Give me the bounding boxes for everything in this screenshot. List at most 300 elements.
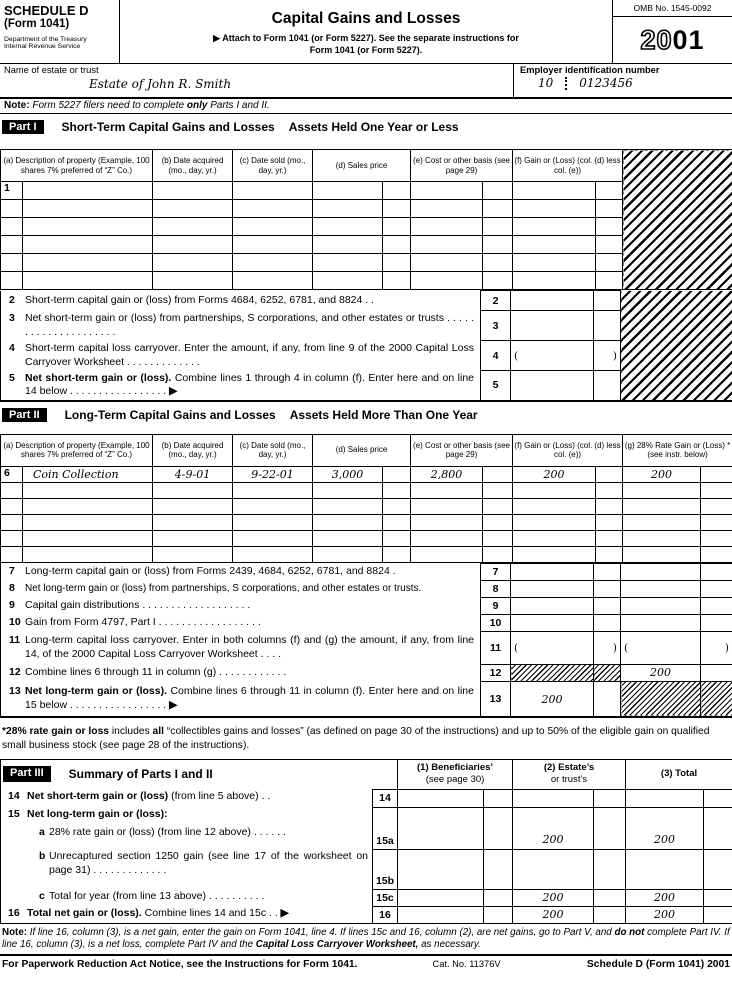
- row-number: [1, 236, 23, 254]
- part2-title-a: Long-Term Capital Gains and Losses: [64, 407, 276, 422]
- line-10-label: Gain from Form 4797, Part I . . . . . . . . . . . . . . . . . .: [25, 615, 261, 628]
- cost-basis-cell[interactable]: [411, 482, 483, 498]
- line-2-cents-cell[interactable]: [594, 291, 621, 311]
- line-10: [1, 614, 732, 631]
- cents-cell[interactable]: [483, 482, 513, 498]
- rate-gain-footnote: [0, 718, 732, 758]
- cost-basis-cell[interactable]: [411, 272, 483, 290]
- part3-heading: [1, 766, 397, 782]
- line-9-f-cents[interactable]: [594, 597, 621, 614]
- sales-price-cell[interactable]: [313, 272, 383, 290]
- date-acquired-cell[interactable]: [153, 254, 233, 272]
- line-10-g-cents[interactable]: [701, 614, 732, 631]
- date-sold-cell[interactable]: 9-22-01: [233, 466, 313, 482]
- cents-cell[interactable]: [701, 482, 732, 498]
- line-11-g-cents[interactable]: ): [701, 631, 732, 664]
- cents-cell[interactable]: [596, 530, 623, 546]
- line-15c-beneficiaries-cell[interactable]: [398, 889, 484, 906]
- line-15a-beneficiaries-cell[interactable]: [398, 807, 484, 849]
- row-number: [1, 200, 23, 218]
- line-12-g-cents[interactable]: [701, 664, 732, 681]
- form-title-block: [120, 0, 612, 63]
- col-g-header: (g) 28% Rate Gain or (Loss) *(see instr. below): [623, 434, 732, 466]
- dots: . .: [258, 790, 271, 803]
- cost-basis-cell[interactable]: [411, 530, 483, 546]
- line-7-f-cents[interactable]: [594, 563, 621, 580]
- note-post: Parts I and II.: [207, 100, 270, 111]
- date-acquired-cell[interactable]: [153, 530, 233, 546]
- note-bold: only: [186, 100, 208, 111]
- hatched-cell: [701, 681, 732, 717]
- date-sold-cell[interactable]: [233, 200, 313, 218]
- sales-price-cell[interactable]: [313, 182, 383, 200]
- cost-basis-cell[interactable]: [411, 200, 483, 218]
- cents-cell[interactable]: [383, 546, 411, 562]
- gain-loss-cell[interactable]: [513, 254, 596, 272]
- cents-cell[interactable]: [594, 906, 626, 923]
- date-acquired-cell[interactable]: [153, 498, 233, 514]
- cents-cell[interactable]: [701, 530, 732, 546]
- page-title: Capital Gains and Losses: [271, 10, 461, 27]
- line-4-box-number: 4: [481, 341, 511, 371]
- line-15-label: Net long-term gain or (loss):: [27, 808, 168, 821]
- date-acquired-cell[interactable]: [153, 546, 233, 562]
- ein-label: Employer identification number: [520, 65, 660, 75]
- row-number: [1, 218, 23, 236]
- date-acquired-cell[interactable]: [153, 218, 233, 236]
- cents-cell[interactable]: [596, 272, 623, 290]
- omb-year-block: [612, 0, 732, 63]
- line-15b-beneficiaries-cell[interactable]: [398, 849, 484, 889]
- attach-line-2: Form 1041 (or Form 5227).: [309, 44, 423, 55]
- cents-cell[interactable]: [594, 807, 626, 849]
- line-4-amount-cell[interactable]: (: [511, 341, 594, 371]
- date-sold-cell[interactable]: [233, 272, 313, 290]
- line-15c-estate-cell[interactable]: 200: [513, 889, 594, 906]
- description-cell[interactable]: [23, 254, 153, 272]
- description-cell[interactable]: [23, 182, 153, 200]
- line-5-cents-cell[interactable]: [594, 371, 621, 401]
- cents-cell[interactable]: [483, 498, 513, 514]
- cost-basis-cell[interactable]: [411, 182, 483, 200]
- line-number: 11: [9, 634, 21, 647]
- grid-row: [1, 530, 732, 546]
- line-15c-total-cell[interactable]: 200: [626, 889, 704, 906]
- line-14-box-number: 14: [373, 789, 398, 807]
- date-acquired-cell[interactable]: [153, 482, 233, 498]
- line-15b-box-number: 15b: [373, 849, 398, 889]
- cents-cell[interactable]: [483, 546, 513, 562]
- description-cell[interactable]: [23, 498, 153, 514]
- line-5-box-number: 5: [481, 371, 511, 401]
- cents-cell[interactable]: [483, 218, 513, 236]
- rate-gain-cell[interactable]: [623, 514, 701, 530]
- line-15a-total-cell[interactable]: 200: [626, 807, 704, 849]
- date-acquired-cell[interactable]: 4-9-01: [153, 466, 233, 482]
- line-8-g-cents[interactable]: [701, 580, 732, 597]
- gain-loss-cell[interactable]: [513, 546, 596, 562]
- bottom-note-t3: as necessary.: [418, 939, 481, 951]
- dots: . .: [266, 907, 278, 920]
- description-cell[interactable]: Coin Collection: [23, 466, 153, 482]
- form-footer: [0, 954, 732, 972]
- line-4-cents-cell[interactable]: ): [594, 341, 621, 371]
- line-7-g-cell[interactable]: [621, 563, 701, 580]
- line-7-f-cell[interactable]: [511, 563, 594, 580]
- line-16-text: Combine lines 14 and 15c: [141, 907, 267, 920]
- description-cell[interactable]: [23, 236, 153, 254]
- cents-cell[interactable]: [483, 236, 513, 254]
- line-3-box-number: 3: [481, 311, 511, 341]
- date-acquired-cell[interactable]: [153, 272, 233, 290]
- cents-cell[interactable]: [383, 236, 411, 254]
- line-14-estate-cell[interactable]: [513, 789, 594, 807]
- date-sold-cell[interactable]: [233, 482, 313, 498]
- row-number: [1, 272, 23, 290]
- gain-loss-cell[interactable]: [513, 530, 596, 546]
- description-cell[interactable]: [23, 530, 153, 546]
- row-number: [1, 254, 23, 272]
- gain-loss-cell[interactable]: [513, 498, 596, 514]
- gain-loss-cell[interactable]: [513, 182, 596, 200]
- line-13-f-cents[interactable]: [594, 681, 621, 717]
- line-2-label: Short-term capital gain or (loss) from Forms 4684, 6252, 6781, and 8824 . .: [25, 293, 375, 306]
- cents-cell[interactable]: [383, 272, 411, 290]
- sales-price-cell[interactable]: [313, 546, 383, 562]
- line-14: [1, 789, 732, 807]
- date-sold-cell[interactable]: [233, 530, 313, 546]
- col-d-header: (d) Sales price: [313, 150, 411, 182]
- footnote-bold-1: *28% rate gain or loss: [2, 726, 110, 738]
- line-8: [1, 580, 732, 597]
- row-number: [1, 514, 23, 530]
- cost-basis-cell[interactable]: [411, 254, 483, 272]
- grid-row: [1, 272, 732, 290]
- part2-lines-table: [0, 563, 732, 719]
- description-cell[interactable]: [23, 272, 153, 290]
- cents-cell[interactable]: [596, 200, 623, 218]
- line-number: 2: [9, 293, 15, 306]
- cents-cell[interactable]: [701, 514, 732, 530]
- line-8-f-cents[interactable]: [594, 580, 621, 597]
- line-5-label: [25, 372, 474, 399]
- cents-cell[interactable]: [483, 530, 513, 546]
- name-field[interactable]: Estate of John R. Smith: [89, 77, 232, 91]
- col1-line1: (1) Beneficiaries’: [417, 762, 494, 774]
- bottom-note-label: Note:: [2, 926, 28, 938]
- line-7-box-number: 7: [481, 563, 511, 580]
- cents-cell[interactable]: [483, 254, 513, 272]
- cents-cell[interactable]: [701, 498, 732, 514]
- description-cell[interactable]: [23, 546, 153, 562]
- line-number: 12: [9, 665, 21, 678]
- description-cell[interactable]: [23, 482, 153, 498]
- grid-row: [1, 254, 732, 272]
- gain-loss-cell[interactable]: [513, 236, 596, 254]
- col-f-header: (f) Gain or (Loss) (col. (d) less col. (e)): [513, 150, 623, 182]
- sales-price-cell[interactable]: [313, 530, 383, 546]
- grid-row: [1, 514, 732, 530]
- line-9-g-cell[interactable]: [621, 597, 701, 614]
- cost-basis-cell[interactable]: [411, 546, 483, 562]
- cents-cell[interactable]: [701, 466, 732, 482]
- line-number: 4: [9, 341, 15, 354]
- line-15a-estate-cell[interactable]: 200: [513, 807, 594, 849]
- name-label: Name of estate or trust: [4, 65, 99, 75]
- sales-price-cell[interactable]: [313, 236, 383, 254]
- row-number: 1: [1, 182, 23, 200]
- line-2-amount-cell[interactable]: [511, 291, 594, 311]
- hatched-cell: [621, 681, 701, 717]
- line-16-box-number: 16: [373, 906, 398, 923]
- hatched-area: [621, 291, 732, 401]
- ein-separator: [565, 77, 567, 90]
- line-15c: [1, 889, 732, 906]
- line-10-f-cents[interactable]: [594, 614, 621, 631]
- line-10-box-number: 10: [481, 614, 511, 631]
- cents-cell[interactable]: [704, 849, 732, 889]
- hatched-area: [623, 150, 732, 290]
- cents-cell[interactable]: [484, 807, 513, 849]
- footnote-mid: includes: [109, 726, 153, 738]
- line-3-cents-cell[interactable]: [594, 311, 621, 341]
- line-7-g-cents[interactable]: [701, 563, 732, 580]
- date-sold-cell[interactable]: [233, 218, 313, 236]
- line-2-box-number: 2: [481, 291, 511, 311]
- line-9-g-cents[interactable]: [701, 597, 732, 614]
- line-letter: c: [39, 890, 45, 903]
- catalog-number: Cat. No. 11376V: [432, 959, 501, 970]
- ein-prefix[interactable]: 10: [538, 76, 554, 90]
- line-8-label: Net long-term gain or (loss) from partnerships, S corporations, and other estates or trusts.: [25, 583, 422, 595]
- line-number: 8: [9, 582, 15, 595]
- gain-loss-cell[interactable]: [513, 482, 596, 498]
- sales-price-cell[interactable]: [313, 254, 383, 272]
- line-5-amount-cell[interactable]: [511, 371, 594, 401]
- line-11-f-cents[interactable]: ): [594, 631, 621, 664]
- cents-cell[interactable]: [484, 906, 513, 923]
- sales-price-cell[interactable]: [313, 498, 383, 514]
- cents-cell[interactable]: [484, 849, 513, 889]
- cents-cell[interactable]: [383, 218, 411, 236]
- cents-cell[interactable]: [484, 789, 513, 807]
- cents-cell[interactable]: [594, 889, 626, 906]
- description-cell[interactable]: [23, 218, 153, 236]
- col2-line1: (2) Estate’s: [543, 762, 595, 774]
- line-7: [1, 563, 732, 580]
- cost-basis-cell[interactable]: [411, 514, 483, 530]
- date-acquired-cell[interactable]: [153, 200, 233, 218]
- gain-loss-cell[interactable]: 200: [513, 466, 596, 482]
- tax-year-outline: 20: [640, 24, 673, 55]
- line-3-label: Net short-term gain or (loss) from partnerships, S corporations, and other estates or trusts . . . . . . . . . . . . . . . . . . . . .: [25, 311, 474, 338]
- cents-cell[interactable]: [383, 254, 411, 272]
- line-16-total-cell[interactable]: 200: [626, 906, 704, 923]
- part3-badge: Part III: [3, 766, 51, 782]
- line-11-f-cell[interactable]: (: [511, 631, 594, 664]
- cents-cell[interactable]: [383, 498, 411, 514]
- gain-loss-cell[interactable]: [513, 200, 596, 218]
- cents-cell[interactable]: [596, 482, 623, 498]
- date-acquired-cell[interactable]: [153, 236, 233, 254]
- cents-cell[interactable]: [704, 889, 732, 906]
- line-8-f-cell[interactable]: [511, 580, 594, 597]
- dept-line-2: Internal Revenue Service: [4, 43, 81, 50]
- sales-price-cell[interactable]: 3,000: [313, 466, 383, 482]
- line-number: 13: [9, 685, 21, 698]
- line-14-total-cell[interactable]: [626, 789, 704, 807]
- date-sold-cell[interactable]: [233, 182, 313, 200]
- col-e-header: (e) Cost or other basis (see page 29): [411, 434, 513, 466]
- part1-lines-table: [0, 290, 732, 402]
- part1-badge: Part I: [2, 120, 44, 134]
- cents-cell[interactable]: [483, 272, 513, 290]
- col-d-header: (d) Sales price: [313, 434, 411, 466]
- rate-gain-cell[interactable]: [623, 498, 701, 514]
- hatched-cell: [594, 664, 621, 681]
- rate-gain-cell[interactable]: 200: [623, 466, 701, 482]
- form-number: (Form 1041): [4, 18, 70, 30]
- col-a-header: (a) Description of property (Example, 100 shares 7% preferred of “Z” Co.): [1, 150, 153, 182]
- line-8-g-cell[interactable]: [621, 580, 701, 597]
- cents-cell[interactable]: [596, 498, 623, 514]
- gain-loss-cell[interactable]: [513, 272, 596, 290]
- line-12-g-cell[interactable]: 200: [621, 664, 701, 681]
- line-13-label: [25, 685, 474, 712]
- line-15b-total-cell[interactable]: [626, 849, 704, 889]
- line-13: [1, 681, 732, 717]
- arrow-icon: ▶: [169, 385, 178, 398]
- cents-cell[interactable]: [596, 182, 623, 200]
- cents-cell[interactable]: [596, 514, 623, 530]
- line-5-bold: Net short-term gain or (loss).: [25, 371, 172, 384]
- line-11-g-cell[interactable]: (: [621, 631, 701, 664]
- cents-cell[interactable]: [594, 789, 626, 807]
- line-16-estate-cell[interactable]: 200: [513, 906, 594, 923]
- date-sold-cell[interactable]: [233, 254, 313, 272]
- cents-cell[interactable]: [383, 182, 411, 200]
- line-11-box-number: 11: [481, 631, 511, 664]
- footnote-bold-2: all: [152, 726, 164, 738]
- rate-gain-cell[interactable]: [623, 546, 701, 562]
- col-c-header: (c) Date sold (mo., day, yr.): [233, 150, 313, 182]
- description-cell[interactable]: [23, 514, 153, 530]
- cents-cell[interactable]: [383, 482, 411, 498]
- line-11-label: Long-term capital loss carryover. Enter in both columns (f) and (g) the amount, if any, from line 14, of the 2000 Capital Loss Carryover Worksheet . . . .: [25, 634, 474, 660]
- ein-suffix[interactable]: 0123456: [579, 76, 633, 90]
- line-15b-estate-cell[interactable]: [513, 849, 594, 889]
- gain-loss-cell[interactable]: [513, 514, 596, 530]
- date-sold-cell[interactable]: [233, 236, 313, 254]
- line-3-amount-cell[interactable]: [511, 311, 594, 341]
- row-number: [1, 546, 23, 562]
- grid-row: [1, 218, 732, 236]
- line-12-label: Combine lines 6 through 11 in column (g) . . . . . . . . . . . .: [25, 665, 287, 678]
- line-9-box-number: 9: [481, 597, 511, 614]
- line-16-label: [27, 907, 368, 921]
- row-number: 6: [1, 466, 23, 482]
- cents-cell[interactable]: [483, 182, 513, 200]
- line-number: 7: [9, 564, 15, 577]
- cents-cell[interactable]: [483, 514, 513, 530]
- line-13-f-cell[interactable]: 200: [511, 681, 594, 717]
- line-14-label: [27, 790, 368, 804]
- part2-heading: [0, 402, 732, 426]
- cents-cell[interactable]: [596, 254, 623, 272]
- cents-cell[interactable]: [383, 466, 411, 482]
- cost-basis-cell[interactable]: [411, 498, 483, 514]
- cents-cell[interactable]: [483, 200, 513, 218]
- date-sold-cell[interactable]: [233, 514, 313, 530]
- name-block: [0, 64, 513, 97]
- col-total-header: [626, 759, 732, 789]
- cents-cell[interactable]: [596, 236, 623, 254]
- date-sold-cell[interactable]: [233, 546, 313, 562]
- bottom-note-t1: If line 16, column (3), is a net gain, enter the gain on Form 1041, line 4. If lines 15c and 16, column (2), are net gains, go to Part V, and: [27, 926, 615, 938]
- cents-cell[interactable]: [594, 849, 626, 889]
- cents-cell[interactable]: [383, 514, 411, 530]
- cents-cell[interactable]: [704, 906, 732, 923]
- cents-cell[interactable]: [704, 807, 732, 849]
- part1-heading: [0, 114, 732, 138]
- omb-number: OMB No. 1545-0092: [613, 0, 732, 17]
- line-4-label: Short-term capital loss carryover. Enter the amount, if any, from line 9 of the 2000 Capital Loss Carryover Worksheet . . . . . . . . . . . . .: [25, 341, 474, 368]
- cost-basis-cell[interactable]: [411, 236, 483, 254]
- line-11: [1, 631, 732, 664]
- cents-cell[interactable]: [383, 530, 411, 546]
- cents-cell[interactable]: [596, 546, 623, 562]
- sales-price-cell[interactable]: [313, 218, 383, 236]
- line-10-f-cell[interactable]: [511, 614, 594, 631]
- grid-row-1: [1, 182, 732, 200]
- date-sold-cell[interactable]: [233, 498, 313, 514]
- col-b-header: (b) Date acquired (mo., day, yr.): [153, 434, 233, 466]
- cost-basis-cell[interactable]: [411, 218, 483, 236]
- cents-cell[interactable]: [701, 546, 732, 562]
- cents-cell[interactable]: [483, 466, 513, 482]
- sales-price-cell[interactable]: [313, 482, 383, 498]
- cents-cell[interactable]: [596, 466, 623, 482]
- rate-gain-cell[interactable]: [623, 482, 701, 498]
- line-9-f-cell[interactable]: [511, 597, 594, 614]
- line-14-bold: Net short-term gain or (loss): [27, 790, 169, 803]
- cents-cell[interactable]: [383, 200, 411, 218]
- ein-field[interactable]: [538, 76, 726, 90]
- part1-title-a: Short-Term Capital Gains and Losses: [61, 120, 275, 134]
- rate-gain-cell[interactable]: [623, 530, 701, 546]
- cents-cell[interactable]: [704, 789, 732, 807]
- line-10-g-cell[interactable]: [621, 614, 701, 631]
- line-14-text: (from line 5 above): [168, 790, 259, 803]
- line-16-beneficiaries-cell[interactable]: [398, 906, 484, 923]
- part3-table: [0, 759, 732, 924]
- part2-grid-table: [0, 434, 732, 563]
- hatched-cell: [511, 664, 594, 681]
- cents-cell[interactable]: [596, 218, 623, 236]
- row-number: [1, 530, 23, 546]
- line-number: 15: [8, 808, 20, 821]
- description-cell[interactable]: [23, 200, 153, 218]
- cost-basis-cell[interactable]: 2,800: [411, 466, 483, 482]
- line-14-beneficiaries-cell[interactable]: [398, 789, 484, 807]
- sales-price-cell[interactable]: [313, 514, 383, 530]
- date-acquired-cell[interactable]: [153, 182, 233, 200]
- cents-cell[interactable]: [484, 889, 513, 906]
- gain-loss-cell[interactable]: [513, 218, 596, 236]
- sales-price-cell[interactable]: [313, 200, 383, 218]
- col-f-header: (f) Gain or (Loss) (col. (d) less col. (e)): [513, 434, 623, 466]
- date-acquired-cell[interactable]: [153, 514, 233, 530]
